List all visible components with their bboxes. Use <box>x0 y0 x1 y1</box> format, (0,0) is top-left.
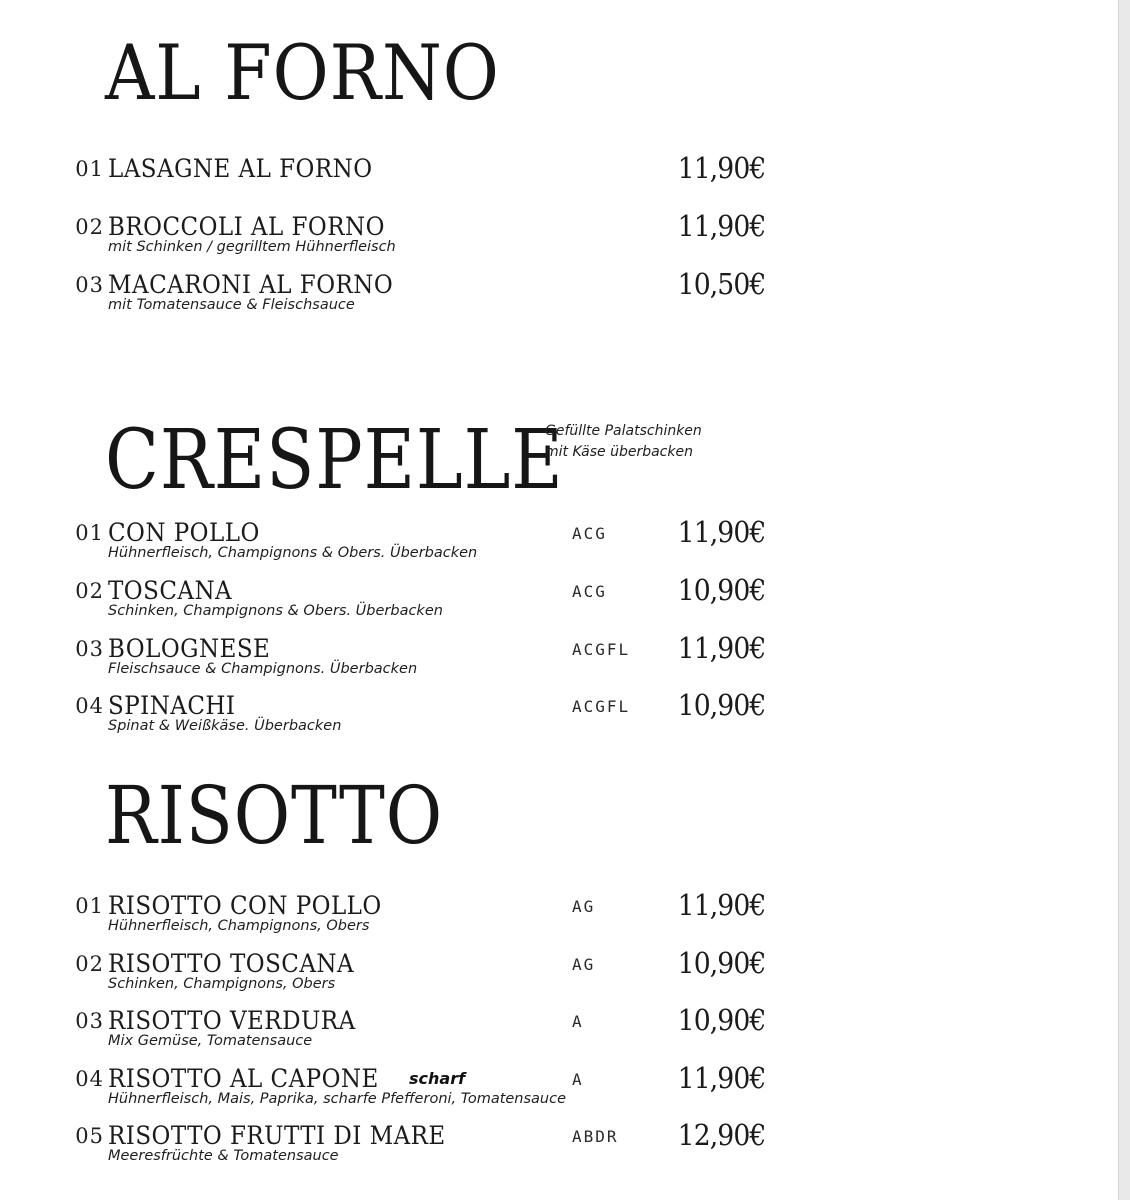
item-number: 01 <box>75 157 104 181</box>
item-name: RISOTTO AL CAPONE <box>108 1064 379 1093</box>
item-price: 10,90€ <box>677 573 765 607</box>
menu-item <box>0 209 1118 262</box>
menu-item <box>0 631 1118 684</box>
item-number: 04 <box>75 1067 104 1091</box>
item-name: RISOTTO VERDURA <box>108 1006 356 1035</box>
section-title-crespelle: CRESPELLE <box>105 413 564 508</box>
item-allergens: AG <box>572 955 596 974</box>
section-note-line: mit Käse überbacken <box>545 444 693 460</box>
item-description: Hühnerfleisch, Champignons & Obers. Überbacken <box>108 545 478 561</box>
item-price: 11,90€ <box>677 1061 765 1095</box>
item-number: 02 <box>75 579 104 603</box>
item-allergens: ABDR <box>572 1127 619 1146</box>
section-title-al-forno: AL FORNO <box>105 28 500 117</box>
item-price: 11,90€ <box>677 209 765 243</box>
item-description: Hühnerfleisch, Champignons, Obers <box>108 918 370 934</box>
menu-item <box>0 267 1118 320</box>
spicy-tag: scharf <box>409 1069 466 1088</box>
menu-item <box>0 151 1118 204</box>
item-price: 10,90€ <box>677 1003 765 1037</box>
item-number: 05 <box>75 1124 104 1148</box>
item-number: 02 <box>75 215 104 239</box>
menu-item <box>0 1003 1118 1056</box>
item-description: Spinat & Weißkäse. Überbacken <box>108 718 342 734</box>
item-price: 10,50€ <box>677 267 765 301</box>
item-name: BROCCOLI AL FORNO <box>108 212 385 241</box>
menu-item <box>0 688 1118 741</box>
section-note <box>545 421 702 463</box>
item-name: RISOTTO CON POLLO <box>108 891 382 920</box>
section-title-risotto: RISOTTO <box>105 769 443 862</box>
item-name: BOLOGNESE <box>108 634 271 663</box>
item-price: 11,90€ <box>677 151 765 185</box>
item-price: 12,90€ <box>677 1118 765 1152</box>
item-description: mit Schinken / gegrilltem Hühnerfleisch <box>108 239 396 255</box>
item-name: SPINACHI <box>108 691 236 720</box>
item-number: 03 <box>75 273 104 297</box>
item-number: 02 <box>75 952 104 976</box>
menu-item <box>0 573 1118 626</box>
item-price: 10,90€ <box>677 946 765 980</box>
menu-item <box>0 1118 1118 1171</box>
item-price: 11,90€ <box>677 888 765 922</box>
item-name: TOSCANA <box>108 576 233 605</box>
item-name: LASAGNE AL FORNO <box>108 154 373 183</box>
item-name: RISOTTO FRUTTI DI MARE <box>108 1121 446 1150</box>
item-price: 11,90€ <box>677 515 765 549</box>
item-description: mit Tomatensauce & Fleischsauce <box>108 297 355 313</box>
item-number: 01 <box>75 521 104 545</box>
item-name: MACARONI AL FORNO <box>108 270 394 299</box>
item-price: 10,90€ <box>677 688 765 722</box>
item-name: RISOTTO TOSCANA <box>108 949 355 978</box>
item-allergens: ACGFL <box>572 697 631 716</box>
item-description: Mix Gemüse, Tomatensauce <box>108 1033 313 1049</box>
menu-item <box>0 1061 1118 1114</box>
item-allergens: A <box>572 1012 584 1031</box>
item-number: 04 <box>75 694 104 718</box>
item-description: Meeresfrüchte & Tomatensauce <box>108 1148 339 1164</box>
item-allergens: ACGFL <box>572 640 631 659</box>
item-description: Schinken, Champignons, Obers <box>108 976 336 992</box>
menu-item <box>0 888 1118 941</box>
item-allergens: A <box>572 1070 584 1089</box>
item-number: 01 <box>75 894 104 918</box>
item-allergens: AG <box>572 897 596 916</box>
menu-item <box>0 946 1118 999</box>
item-allergens: ACG <box>572 582 607 601</box>
item-allergens: ACG <box>572 524 607 543</box>
item-number: 03 <box>75 1009 104 1033</box>
item-price: 11,90€ <box>677 631 765 665</box>
item-description: Hühnerfleisch, Mais, Paprika, scharfe Pfefferoni, Tomatensauce <box>108 1091 567 1107</box>
section-note-line: Gefüllte Palatschinken <box>545 423 702 439</box>
item-description: Fleischsauce & Champignons. Überbacken <box>108 661 418 677</box>
item-description: Schinken, Champignons & Obers. Überbacken <box>108 603 443 619</box>
item-name: CON POLLO <box>108 518 260 547</box>
item-number: 03 <box>75 637 104 661</box>
menu-item <box>0 515 1118 568</box>
